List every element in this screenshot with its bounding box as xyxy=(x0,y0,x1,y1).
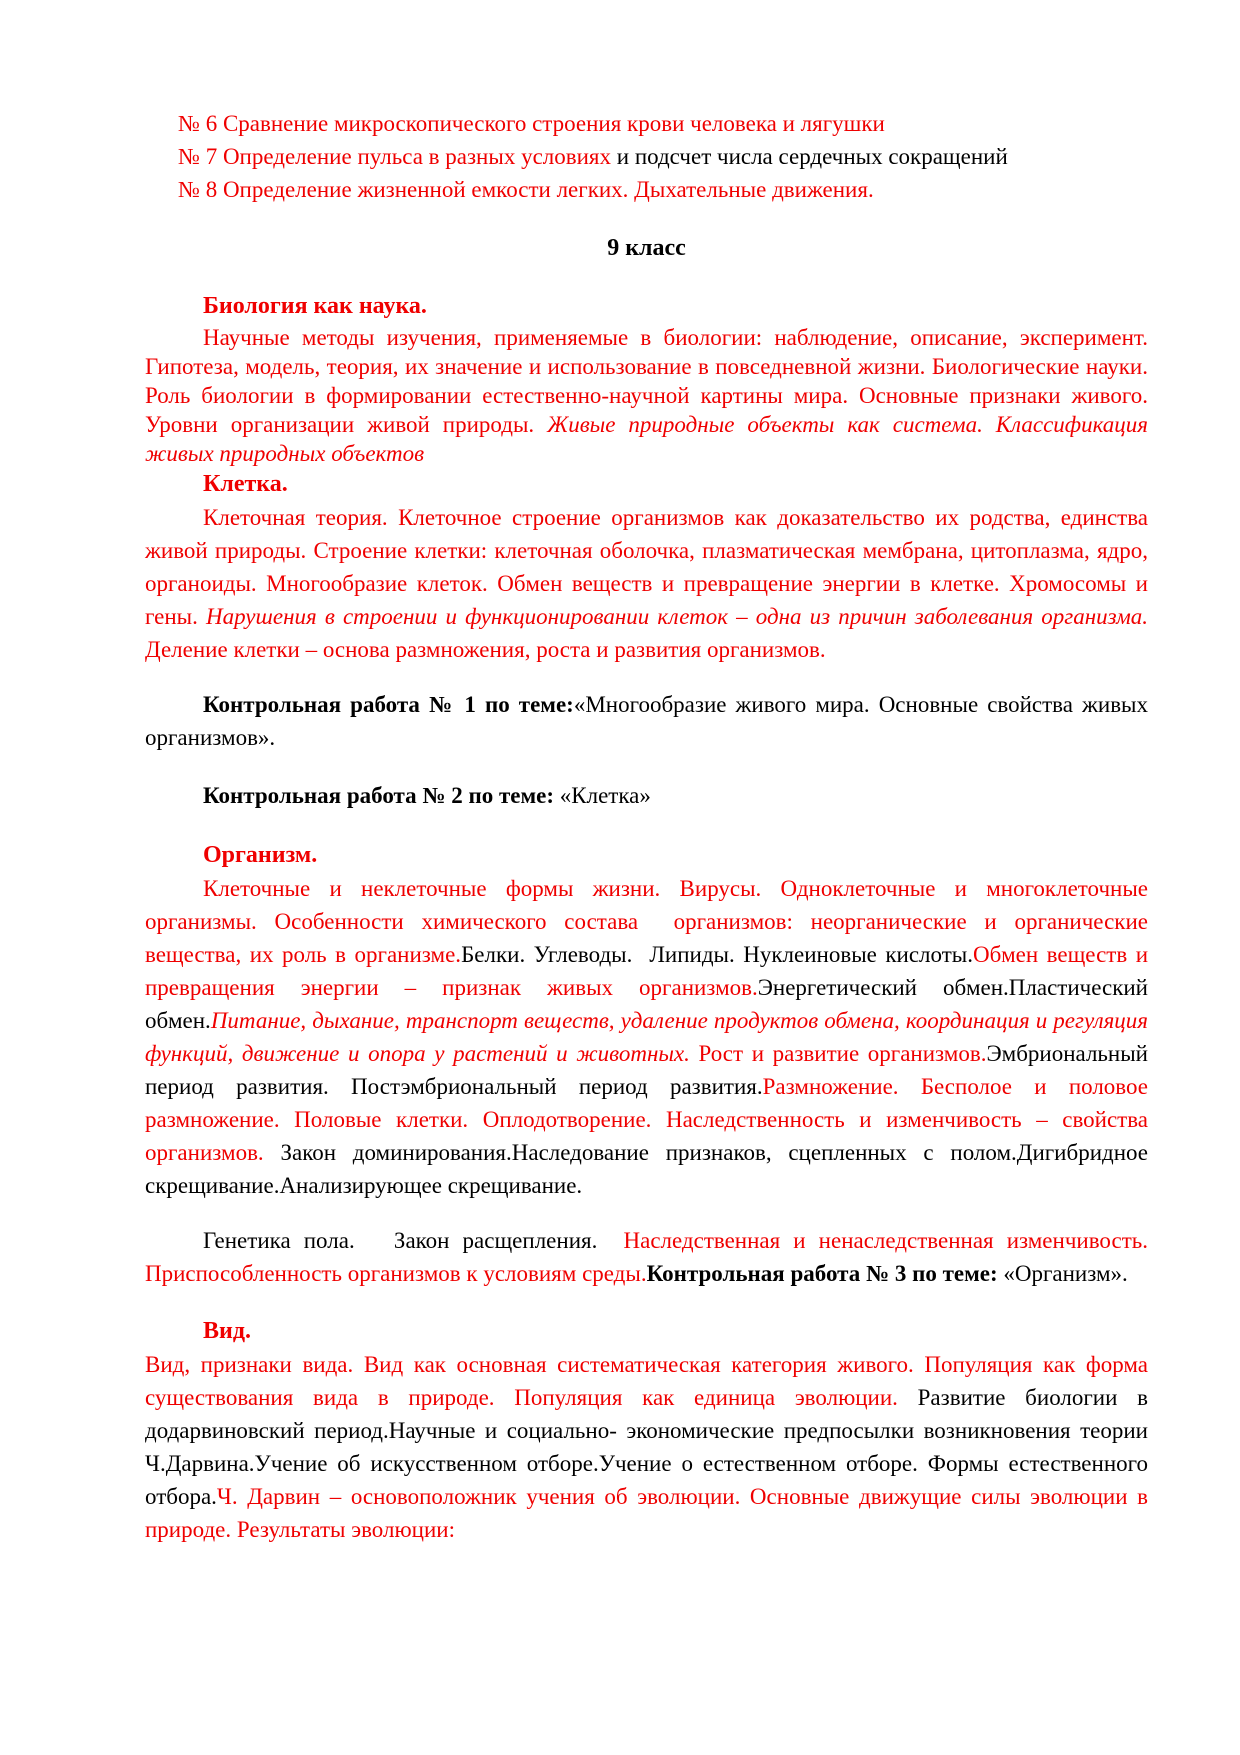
text-run: Контрольная работа № 3 по теме: xyxy=(646,1261,998,1286)
text-run: Белки. Углеводы. Липиды. Нуклеиновые кислоты. xyxy=(461,942,973,967)
grade-title: 9 класс xyxy=(607,235,686,261)
paragraph-control-work-2 xyxy=(145,779,1148,812)
text-run: Закон доминирования.Наследование признаков, сцепленных с полом.Дигибридное скрещивание.Анализирующее скрещивание. xyxy=(145,1140,1148,1198)
paragraph-genetics xyxy=(145,1224,1148,1290)
text-run: и подсчет числа сердечных сокращений xyxy=(611,144,1008,169)
text-run: Развитие биологии в додарвиновский период.Научные и социально- экономические предпосылки возникновения теории Ч.Дарвина.Учение об искусственном отборе.Учение о естественном отборе. Формы естественного отбора. xyxy=(145,1385,1148,1509)
text-run: Эмбриональный период развития. Постэмбриональный период развития. xyxy=(145,1041,1148,1099)
text-run: Контрольная работа № 1 по теме: xyxy=(203,692,574,717)
practical-work-item-7 xyxy=(145,140,1148,173)
text-run: Клеточная теория. Клеточное строение организмов как доказательство их родства, единства живой природы. Строение клетки: клеточная оболочка, плазматическая мембрана, цитоплазма, ядро, органоиды. Многообразие клеток. Обмен веществ и превращение энергии в клетке. Хромосомы и гены. xyxy=(145,505,1148,629)
practical-work-item-8 xyxy=(145,173,1148,206)
text-run: Вид, признаки вида. Вид как основная систематическая категория живого. Популяция как форма существования вида в природе. Популяция как единица эволюции. xyxy=(145,1352,1148,1410)
text-run: Обмен веществ и превращения энергии – признак живых организмов. xyxy=(145,942,1149,1000)
paragraph-species xyxy=(145,1348,1148,1546)
text-run: Контрольная работа № 2 по теме: xyxy=(203,783,555,808)
text-run: Ч. Дарвин – основоположник учения об эволюции. Основные движущие силы эволюции в природе. Результаты эволюции: xyxy=(145,1484,1148,1542)
text-run: Рост и развитие организмов. xyxy=(689,1041,987,1066)
text-run: № 8 Определение жизненной емкости легких. Дыхательные движения. xyxy=(178,177,874,202)
text-run: Питание, дыхание, транспорт веществ, удаление продуктов обмена, координация и регуляция функций, движение и опора у растений и животных. xyxy=(145,1008,1148,1066)
section-heading-biology: Биология как наука. xyxy=(203,293,427,319)
practical-work-item-6 xyxy=(145,107,1148,140)
text-run: Клеточные и неклеточные формы жизни. Вирусы. Одноклеточные и многоклеточные организмы. Особенности химического состава организмов: неорганические и органические вещества, их роль в организме. xyxy=(145,876,1148,967)
text-run: Размножение. Бесполое и половое размножение. Половые клетки. Оплодотворение. Наследственность и изменчивость – свойства организмов. xyxy=(145,1074,1149,1165)
paragraph-organism xyxy=(145,872,1148,1202)
text-run: «Клетка» xyxy=(554,783,651,808)
paragraph-biology xyxy=(145,323,1148,468)
text-run: Живые природные объекты как система. Классификация живых природных объектов xyxy=(145,412,1148,466)
text-run: Наследственная и ненаследственная изменчивость. Приспособленность организмов к условиям среды. xyxy=(145,1228,1148,1286)
paragraph-control-work-1 xyxy=(145,688,1148,754)
practical-works-list xyxy=(145,107,1148,206)
text-run: «Организм». xyxy=(997,1261,1128,1286)
text-run: Генетика пола. Закон расщепления. xyxy=(203,1228,624,1253)
text-run: Энергетический обмен.Пластический обмен. xyxy=(145,975,1148,1033)
section-heading-organism: Организм. xyxy=(203,842,318,868)
text-run: Научные методы изучения, применяемые в биологии: наблюдение, описание, эксперимент. Гипотеза, модель, теория, их значение и использование в повседневной жизни. Биологические науки. Роль биологии в формировании естественно-научной картины мира. Основные признаки живого. Уровни организации живой природы. xyxy=(145,325,1148,437)
text-run: «Многообразие живого мира. Основные свойства живых организмов». xyxy=(145,692,1149,750)
text-run: № 6 Сравнение микроскопического строения крови человека и лягушки xyxy=(178,111,885,136)
text-run: № 7 Определение пульса в разных условиях xyxy=(178,144,612,169)
section-heading-species: Вид. xyxy=(203,1318,251,1344)
section-heading-cell: Клетка. xyxy=(203,471,288,497)
text-run: Деление клетки – основа размножения, роста и развития организмов. xyxy=(145,637,826,662)
paragraph-cell xyxy=(145,501,1148,666)
text-run: Нарушения в строении и функционировании клеток – одна из причин заболевания организма. xyxy=(206,604,1148,629)
